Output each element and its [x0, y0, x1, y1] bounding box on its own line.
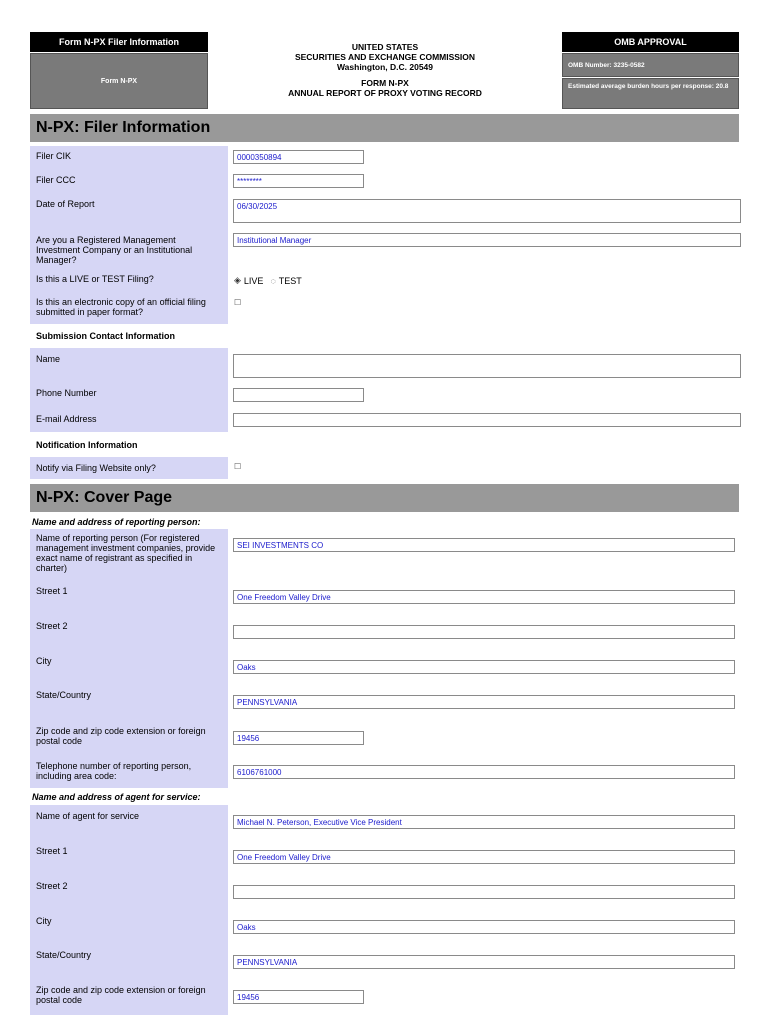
agent-labels-column — [30, 805, 228, 1015]
contact-email-label: E-mail Address — [36, 414, 97, 424]
street1-field[interactable]: One Freedom Valley Drive — [233, 590, 735, 604]
live-test-radio-group — [234, 275, 302, 286]
registered-type-label: Are you a Registered Management Investment Company or an Institutional Manager? — [36, 235, 193, 265]
agent-state-field[interactable]: PENNSYLVANIA — [233, 955, 735, 969]
filer-ccc-field[interactable]: ******** — [233, 174, 364, 188]
contact-phone-label: Phone Number — [36, 388, 97, 398]
agent-street1-field[interactable]: One Freedom Valley Drive — [233, 850, 735, 864]
form-name-label: Form N-PX — [30, 53, 208, 109]
registered-type-field[interactable]: Institutional Manager — [233, 233, 741, 247]
omb-burden: Estimated average burden hours per response: 20.8 — [562, 78, 739, 109]
radio-selected-icon[interactable]: ◈ — [234, 275, 241, 285]
contact-info-heading: Submission Contact Information — [36, 331, 176, 341]
filer-cik-label: Filer CIK — [36, 151, 72, 161]
filer-information-section-title: N-PX: Filer Information — [30, 114, 739, 142]
zip-field[interactable]: 19456 — [233, 731, 364, 745]
agent-name-label: Name of agent for service — [36, 811, 140, 821]
filer-info-header-title: Form N-PX Filer Information — [30, 32, 208, 52]
state-field[interactable]: PENNSYLVANIA — [233, 695, 735, 709]
agent-heading: Name and address of agent for service: — [32, 792, 201, 802]
live-option-label: LIVE — [243, 275, 264, 286]
agency-heading — [210, 42, 560, 98]
test-option-label: TEST — [278, 275, 302, 286]
agent-zip-label: Zip code and zip code extension or foreign postal code — [36, 985, 206, 1005]
reporting-person-heading: Name and address of reporting person: — [32, 517, 201, 527]
omb-approval-title: OMB APPROVAL — [562, 32, 739, 52]
checkbox-icon[interactable]: ☐ — [234, 298, 242, 307]
state-label: State/Country — [36, 690, 92, 700]
contact-name-label: Name — [36, 354, 61, 364]
reporting-phone-label: Telephone number of reporting person, including area code: — [36, 761, 192, 781]
date-of-report-label: Date of Report — [36, 199, 95, 209]
notify-website-label: Notify via Filing Website only? — [36, 463, 156, 473]
radio-unselected-icon[interactable]: ◌ — [270, 275, 276, 286]
agency-line-1: UNITED STATES — [351, 42, 419, 52]
cover-page-section-title: N-PX: Cover Page — [30, 484, 739, 512]
reporting-name-field[interactable]: SEI INVESTMENTS CO — [233, 538, 735, 552]
street1-label: Street 1 — [36, 586, 68, 596]
city-label: City — [36, 656, 52, 666]
agent-street2-label: Street 2 — [36, 881, 68, 891]
paper-format-label: Is this an electronic copy of an official filing submitted in paper format? — [36, 297, 206, 317]
agent-name-field[interactable]: Michael N. Peterson, Executive Vice President — [233, 815, 735, 829]
agent-city-label: City — [36, 916, 52, 926]
report-title: ANNUAL REPORT OF PROXY VOTING RECORD — [288, 88, 482, 98]
filer-ccc-label: Filer CCC — [36, 175, 76, 185]
agency-line-2: SECURITIES AND EXCHANGE COMMISSION — [294, 52, 476, 62]
agent-street1-label: Street 1 — [36, 846, 68, 856]
agent-zip-field[interactable]: 19456 — [233, 990, 364, 1004]
zip-label: Zip code and zip code extension or foreign postal code — [36, 726, 206, 746]
date-of-report-field[interactable]: 06/30/2025 — [233, 199, 741, 223]
agent-city-field[interactable]: Oaks — [233, 920, 735, 934]
filer-cik-field[interactable]: 0000350894 — [233, 150, 364, 164]
street2-field[interactable] — [233, 625, 735, 639]
reporting-phone-field[interactable]: 6106761000 — [233, 765, 735, 779]
contact-phone-field[interactable] — [233, 388, 364, 402]
city-field[interactable]: Oaks — [233, 660, 735, 674]
agent-street2-field[interactable] — [233, 885, 735, 899]
street2-label: Street 2 — [36, 621, 68, 631]
form-title: FORM N-PX — [361, 78, 409, 88]
contact-name-field[interactable] — [233, 354, 741, 378]
contact-email-field[interactable] — [233, 413, 741, 427]
live-test-label: Is this a LIVE or TEST Filing? — [36, 274, 154, 284]
agency-line-3: Washington, D.C. 20549 — [336, 62, 434, 72]
omb-number: OMB Number: 3235-0582 — [562, 53, 739, 77]
notification-heading: Notification Information — [36, 440, 138, 450]
reporting-name-label: Name of reporting person (For registered management investment companies, provide exact name of registrant as specified in charter) — [36, 533, 216, 573]
checkbox-icon[interactable]: ☐ — [234, 462, 242, 471]
agent-state-label: State/Country — [36, 950, 92, 960]
